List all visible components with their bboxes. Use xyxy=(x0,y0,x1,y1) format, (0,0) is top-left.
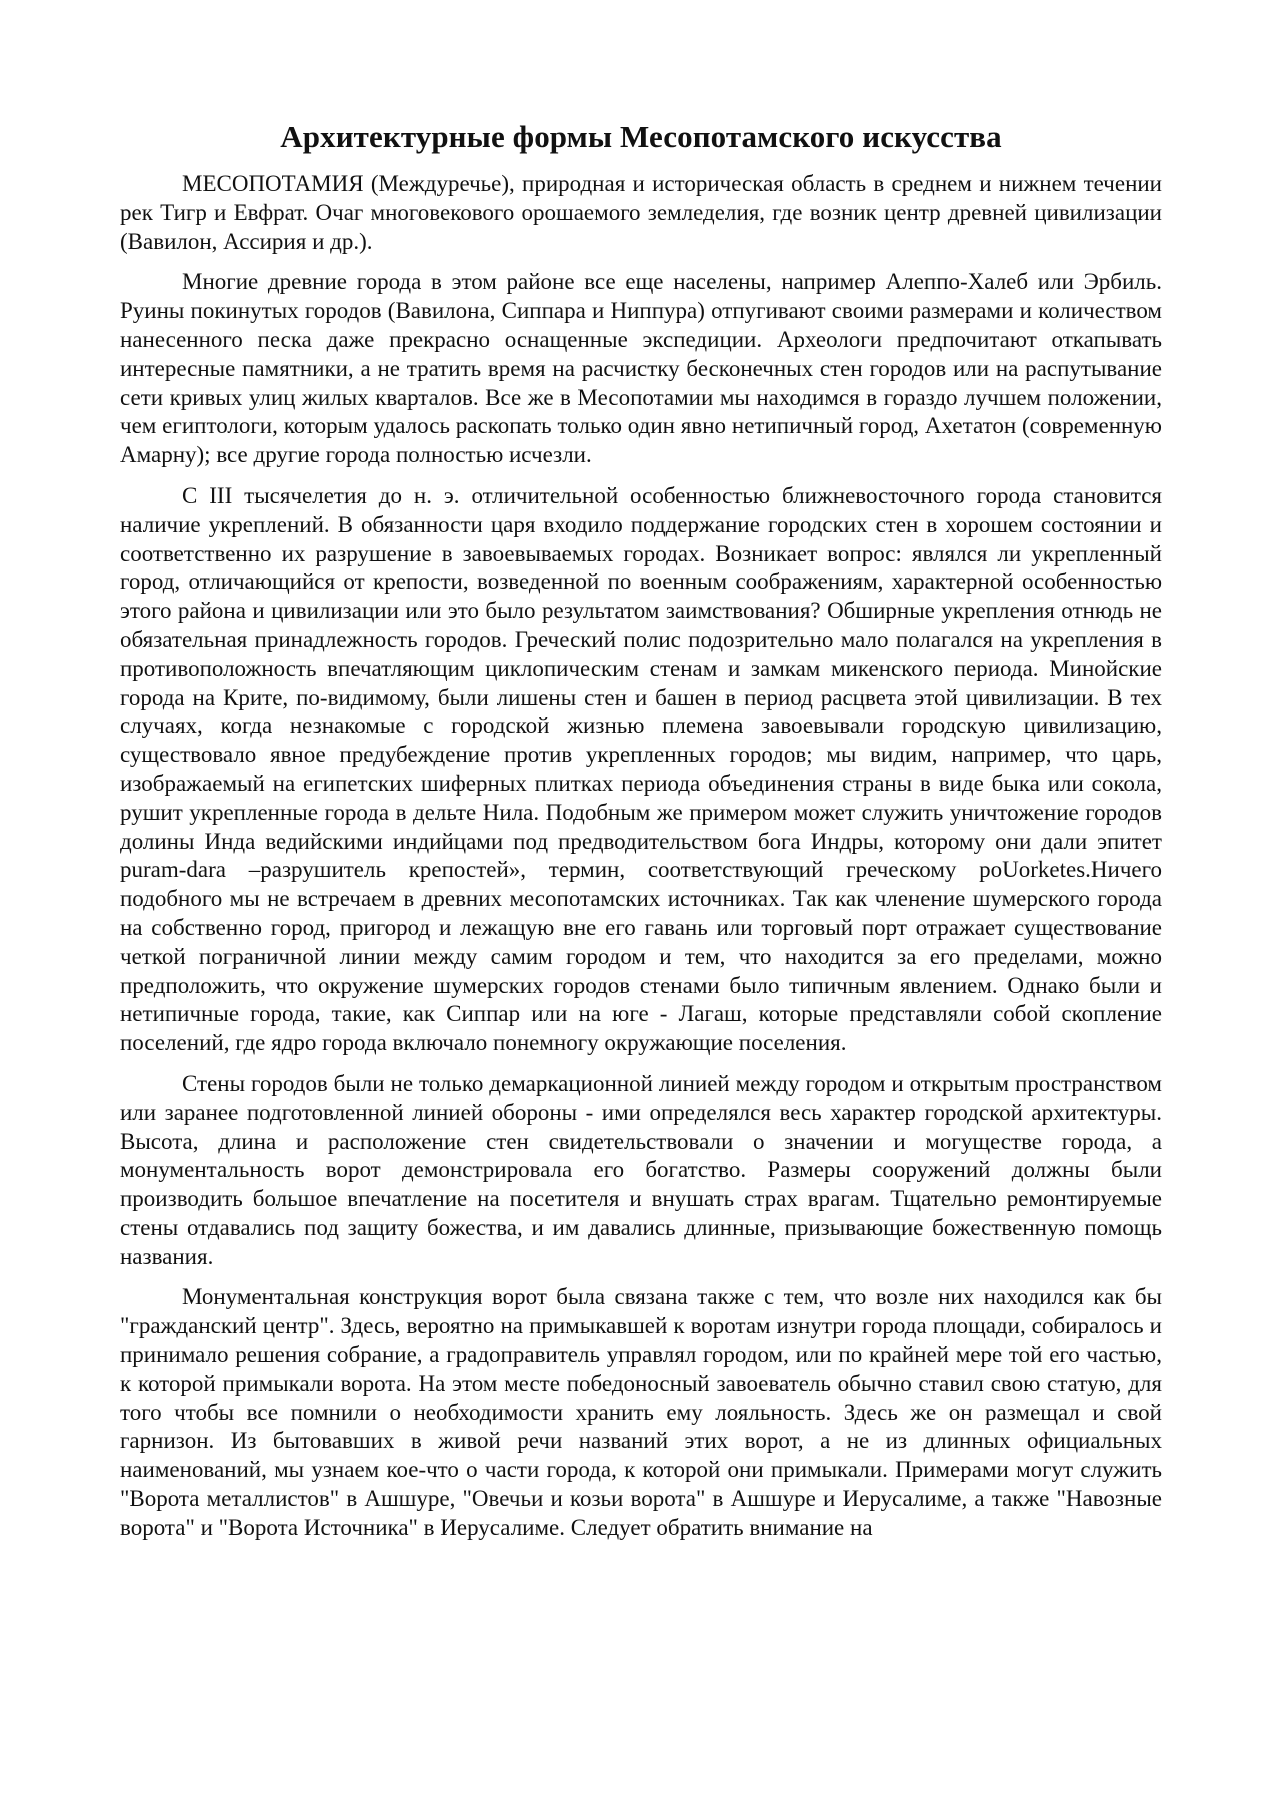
paragraph-ancient-cities: Многие древние города в этом районе все еще населены, например Алеппо-Халеб или Эрбиль. Руины покинутых городов (Вавилона, Сиппара и Ниппура) отпугивают своими размерами и количеством нанесенного песка даже прекрасно оснащенные экспедиции. Археологи предпочитают откапывать интересные памятники, а не тратить время на расчистку бесконечных стен городов или на распутывание сети кривых улиц жилых кварталов. Все же в Месопотамии мы находимся в гораздо лучшем положении, чем египтологи, которым удалось раскопать только один явно нетипичный город, Ахетатон (современную Амарну); все другие города полностью исчезли. xyxy=(120,269,1162,468)
paragraph-mesopotamia-definition: МЕСОПОТАМИЯ (Междуречье), природная и историческая область в среднем и нижнем течении рек Тигр и Евфрат. Очаг многовекового орошаемого земледелия, где возник центр древней цивилизации (Вавилон, Ассирия и др.). xyxy=(120,171,1162,254)
document-title: Архитектурные формы Месопотамского искусства xyxy=(280,119,1002,154)
paragraph-fortifications: С III тысячелетия до н. э. отличительной особенностью ближневосточного города становится наличие укреплений. В обязанности царя входило поддержание городских стен в хорошем состоянии и соответственно их разрушение в завоевываемых городах. Возникает вопрос: являлся ли укрепленный город, отличающийся от крепости, возведенной по военным соображениям, характерной особенностью этого района и цивилизации или это было результатом заимствования? Обширные укрепления отнюдь не обязательная принадлежность городов. Греческий полис подозрительно мало полагался на укрепления в противоположность впечатляющим циклопическим стенам и замкам микенского периода. Минойские города на Крите, по-видимому, были лишены стен и башен в период расцвета этой цивилизации. В тех случаях, когда незнакомые с городской жизнью племена завоевывали городскую цивилизацию, существовало явное предубеждение против укрепленных городов; мы видим, например, что царь, изображаемый на египетских шиферных плитках периода объединения страны в виде быка или сокола, рушит укрепленные города в дельте Нила. Подобным же примером может служить уничтожение городов долины Инда ведийскими индийцами под предводительством бога Индры, которому они дали эпитет puram-dara –разрушитель крепостей», термин, соответствующий греческому poUorketes.Ничего подобного мы не встречаем в древних месопотамских источниках. Так как членение шумерского города на собственно город, пригород и лежащую вне его гавань или торговый порт отражает существование четкой пограничной линии между самим городом и тем, что находится за его пределами, можно предположить, что окружение шумерских городов стенами было типичным явлением. Однако были и нетипичные города, такие, как Сиппар или на юге - Лагаш, которые представляли собой скопление поселений, где ядро города включало понемногу окружающие поселения. xyxy=(120,482,1162,1056)
paragraph-city-walls: Стены городов были не только демаркационной линией между городом и открытым пространством или заранее подготовленной линией обороны - ими определялся весь характер городской архитектуры. Высота, длина и расположение стен свидетельствовали о значении и могуществе города, а монументальность ворот демонстрировала его богатство. Размеры сооружений должны были производить большое впечатление на посетителя и внушать страх врагам. Тщательно ремонтируемые стены отдавались под защиту божества, и им давались длинные, призывающие божественную помощь названия. xyxy=(120,1070,1162,1269)
paragraph-city-gates: Монументальная конструкция ворот была связана также с тем, что возле них находился как бы "гражданский центр". Здесь, вероятно на примыкавшей к воротам изнутри города площади, собиралось и принимало решения собрание, а градоправитель управлял городом, или по крайней мере той его частью, к которой примыкали ворота. На этом месте победоносный завоеватель обычно ставил свою статую, для того чтобы все помнили о необходимости хранить ему лояльность. Здесь же он размещал и свой гарнизон. Из бытовавших в живой речи названий этих ворот, а не из длинных официальных наименований, мы узнаем кое-что о части города, к которой они примыкали. Примерами могут служить "Ворота металлистов" в Ашшуре, "Овечьи и козьи ворота" в Ашшуре и Иерусалиме, а также "Навозные ворота" и "Ворота Источника" в Иерусалиме. Следует обратить внимание на xyxy=(120,1284,1162,1540)
